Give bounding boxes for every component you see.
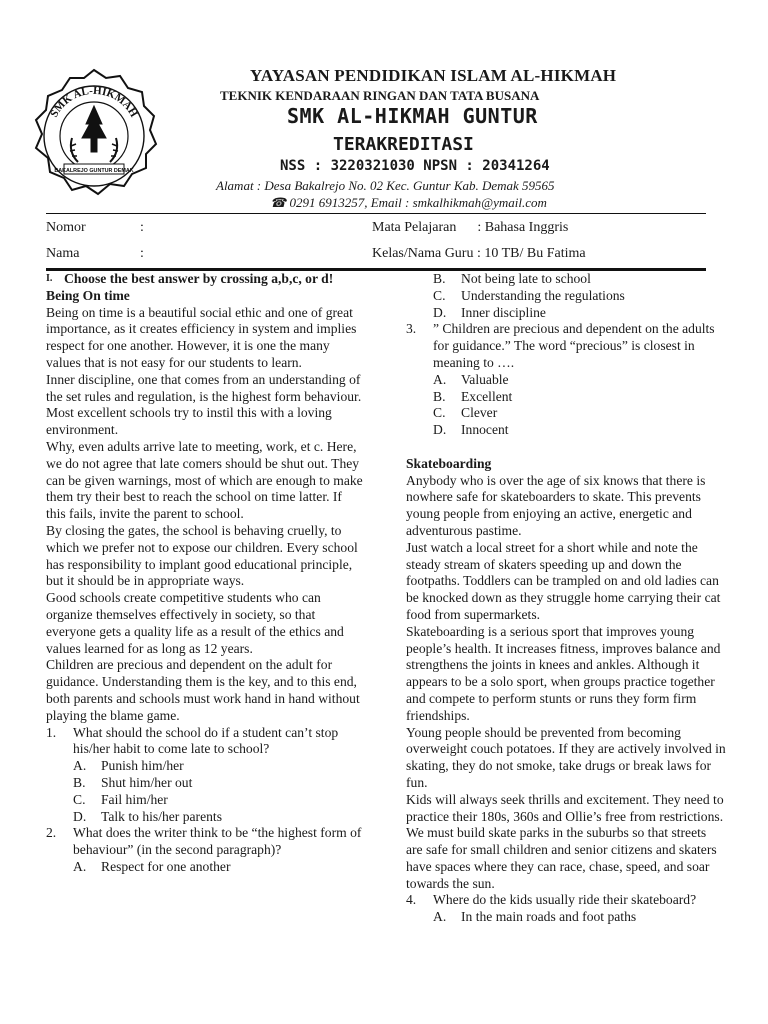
subject-field: Mata Pelajaran : Bahasa Inggris — [372, 220, 569, 235]
nama-label: Nama — [46, 246, 80, 261]
option-letter: A. — [433, 371, 447, 387]
instruction-text: Choose the best answer by crossing a,b,c, or d! — [64, 271, 334, 286]
right-column — [406, 271, 726, 926]
option-text: Not being late to school — [461, 271, 591, 286]
instruction-number: I. — [46, 273, 53, 284]
spacer — [406, 439, 726, 456]
departments: TEKNIK KENDARAAN RINGAN DAN TATA BUSANA — [220, 88, 540, 103]
passage-paragraph: Why, even adults arrive late to meeting, work, et c. Here, we do not agree that late comers should be shut out. They can be given warnings, most of which are enough to make them try their best to reach the school on time latter. If this fails, invite the parent to school. — [46, 438, 363, 522]
passage-paragraph: By closing the gates, the school is behaving cruelly, to which we prefer not to expose our children. Every school has responsibility to implant good educational principle, but it should be in appropriate ways. — [46, 522, 358, 589]
telephone-icon: ☎ — [270, 195, 287, 210]
option-letter: D. — [73, 808, 87, 824]
option-letter: B. — [433, 271, 446, 286]
school-name: SMK AL-HIKMAH GUNTUR — [287, 104, 538, 128]
question-number: 3. — [406, 321, 417, 337]
option-text: Understanding the regulations — [461, 287, 625, 303]
school-address: Alamat : Desa Bakalrejo No. 02 Kec. Guntur Kab. Demak 59565 — [216, 178, 555, 193]
option-letter: C. — [433, 287, 446, 303]
option-text: Innocent — [461, 422, 509, 438]
question-2 — [46, 825, 364, 859]
school-contact — [270, 195, 547, 211]
option-text: Clever — [461, 405, 498, 421]
option-letter: C. — [73, 791, 86, 807]
passage-title-skateboarding: Skateboarding — [406, 455, 492, 471]
question-text: What should the school do if a student can’t stop his/her habit to come late to school? — [73, 724, 339, 757]
answer-option[interactable] — [406, 288, 726, 305]
question-text: Where do the kids usually ride their skateboard? — [433, 892, 697, 908]
nomor-colon: : — [140, 220, 144, 235]
option-letter: B. — [433, 388, 446, 404]
option-text: Punish him/her — [101, 758, 184, 774]
nomor-label: Nomor — [46, 220, 86, 235]
option-text: In the main roads and foot paths — [461, 909, 637, 925]
answer-option[interactable] — [46, 775, 364, 792]
option-text: Shut him/her out — [101, 774, 193, 790]
accreditation: TERAKREDITASI — [333, 134, 474, 155]
passage-paragraph: Anybody who is over the age of six knows that there is nowhere safe for skateboarders to skate. This prevents young people from enjoying an active, energetic and adventurous pastime. — [406, 472, 706, 538]
answer-option[interactable] — [46, 792, 364, 809]
answer-option[interactable] — [406, 372, 726, 389]
passage-paragraph: Just watch a local street for a short while and note the steady stream of skaters speeding up and down the footpaths. Toddlers can be trampled on and old ladies can be knocked down as they struggle home carrying their cat food from supermarkets. — [406, 539, 721, 622]
passage-paragraph: Kids will always seek thrills and excitement. They need to practice their 180s, 360s and Ollie’s free from restrictions. We must build skate parks in the suburbs so that streets are safe for small children and senior citizens and skaters have spaces where they can race, chase, speed, and soar towards the sun. — [406, 791, 724, 891]
answer-option[interactable] — [406, 389, 726, 406]
class-teacher-field: Kelas/Nama Guru : 10 TB/ Bu Fatima — [372, 246, 586, 261]
option-text: Respect for one another — [101, 858, 231, 874]
option-letter: B. — [73, 774, 86, 790]
passage-paragraph: Young people should be prevented from becoming overweight couch potatoes. If they are actively involved in skating, they do not smoke, take drugs or break laws for fun. — [406, 724, 726, 790]
answer-option[interactable] — [46, 758, 364, 775]
option-text: Fail him/her — [101, 791, 168, 807]
question-3 — [406, 321, 726, 371]
option-text: Inner discipline — [461, 304, 546, 320]
school-ids: NSS : 3220321030 NPSN : 20341264 — [280, 158, 550, 174]
passage-title-being-on-time: Being On time — [46, 287, 130, 303]
answer-option[interactable] — [406, 305, 726, 322]
passage-paragraph: Inner discipline, one that comes from an understanding of the set rules and regulation, is the highest form behaviour. Most excellent schools try to instil this with a loving environment. — [46, 371, 362, 438]
question-text: What does the writer think to be “the highest form of behaviour” (in the second paragraph)? — [73, 825, 362, 858]
header-divider — [46, 213, 706, 214]
contact-text: 0291 6913257, Email : smkalhikmah@ymail.com — [286, 195, 547, 210]
logo-arc-text: SMK AL-HIKMAH — [48, 84, 140, 120]
school-logo — [28, 66, 160, 202]
question-number: 1. — [46, 724, 57, 740]
option-text: Valuable — [461, 371, 509, 387]
answer-option[interactable] — [406, 909, 726, 926]
question-number: 2. — [46, 825, 57, 841]
passage-paragraph: Skateboarding is a serious sport that improves young people’s health. It increases fitness, improves balance and strengthens the joints in knees and ankles. Although it appears to be a solo sport, when groups practice together and compete to perform stunts or runs they form firm friendships. — [406, 623, 721, 723]
answer-option[interactable] — [406, 405, 726, 422]
answer-option[interactable] — [406, 271, 726, 288]
instruction — [46, 271, 364, 288]
logo-banner-text: BAKALREJO GUNTUR DEMAK — [54, 168, 134, 174]
nama-colon: : — [140, 246, 144, 261]
question-4 — [406, 892, 726, 909]
left-column — [46, 271, 364, 876]
question-1 — [46, 725, 364, 759]
passage-paragraph: Being on time is a beautiful social ethic and one of great importance, as it creates efficiency in system and implies respect for one another. However, it is one the many values that is not easy for our students to learn. — [46, 304, 357, 370]
question-number: 4. — [406, 892, 417, 908]
option-text: Talk to his/her parents — [101, 808, 222, 824]
answer-option[interactable] — [406, 422, 726, 439]
answer-option[interactable] — [46, 859, 364, 876]
option-letter: D. — [433, 422, 447, 438]
option-letter: A. — [433, 909, 447, 925]
option-text: Excellent — [461, 388, 513, 404]
option-letter: C. — [433, 405, 446, 421]
answer-option[interactable] — [46, 809, 364, 826]
passage-paragraph: Children are precious and dependent on the adult for guidance. Understanding them is the key, and to this end, both parents and schools must work hand in hand without playing the blame game. — [46, 657, 360, 723]
option-letter: A. — [73, 858, 87, 874]
option-letter: D. — [433, 304, 447, 320]
option-letter: A. — [73, 758, 87, 774]
question-text: ” Children are precious and dependent on the adults for guidance.” The word “precious” is closest in meaning to …. — [433, 321, 715, 370]
passage-paragraph: Good schools create competitive students who can organize themselves effectively in society, so that everyone gets a quality life as a result of the ethics and values learned for as long as 12 years. — [46, 590, 344, 656]
foundation-name: YAYASAN PENDIDIKAN ISLAM AL-HIKMAH — [250, 66, 617, 85]
